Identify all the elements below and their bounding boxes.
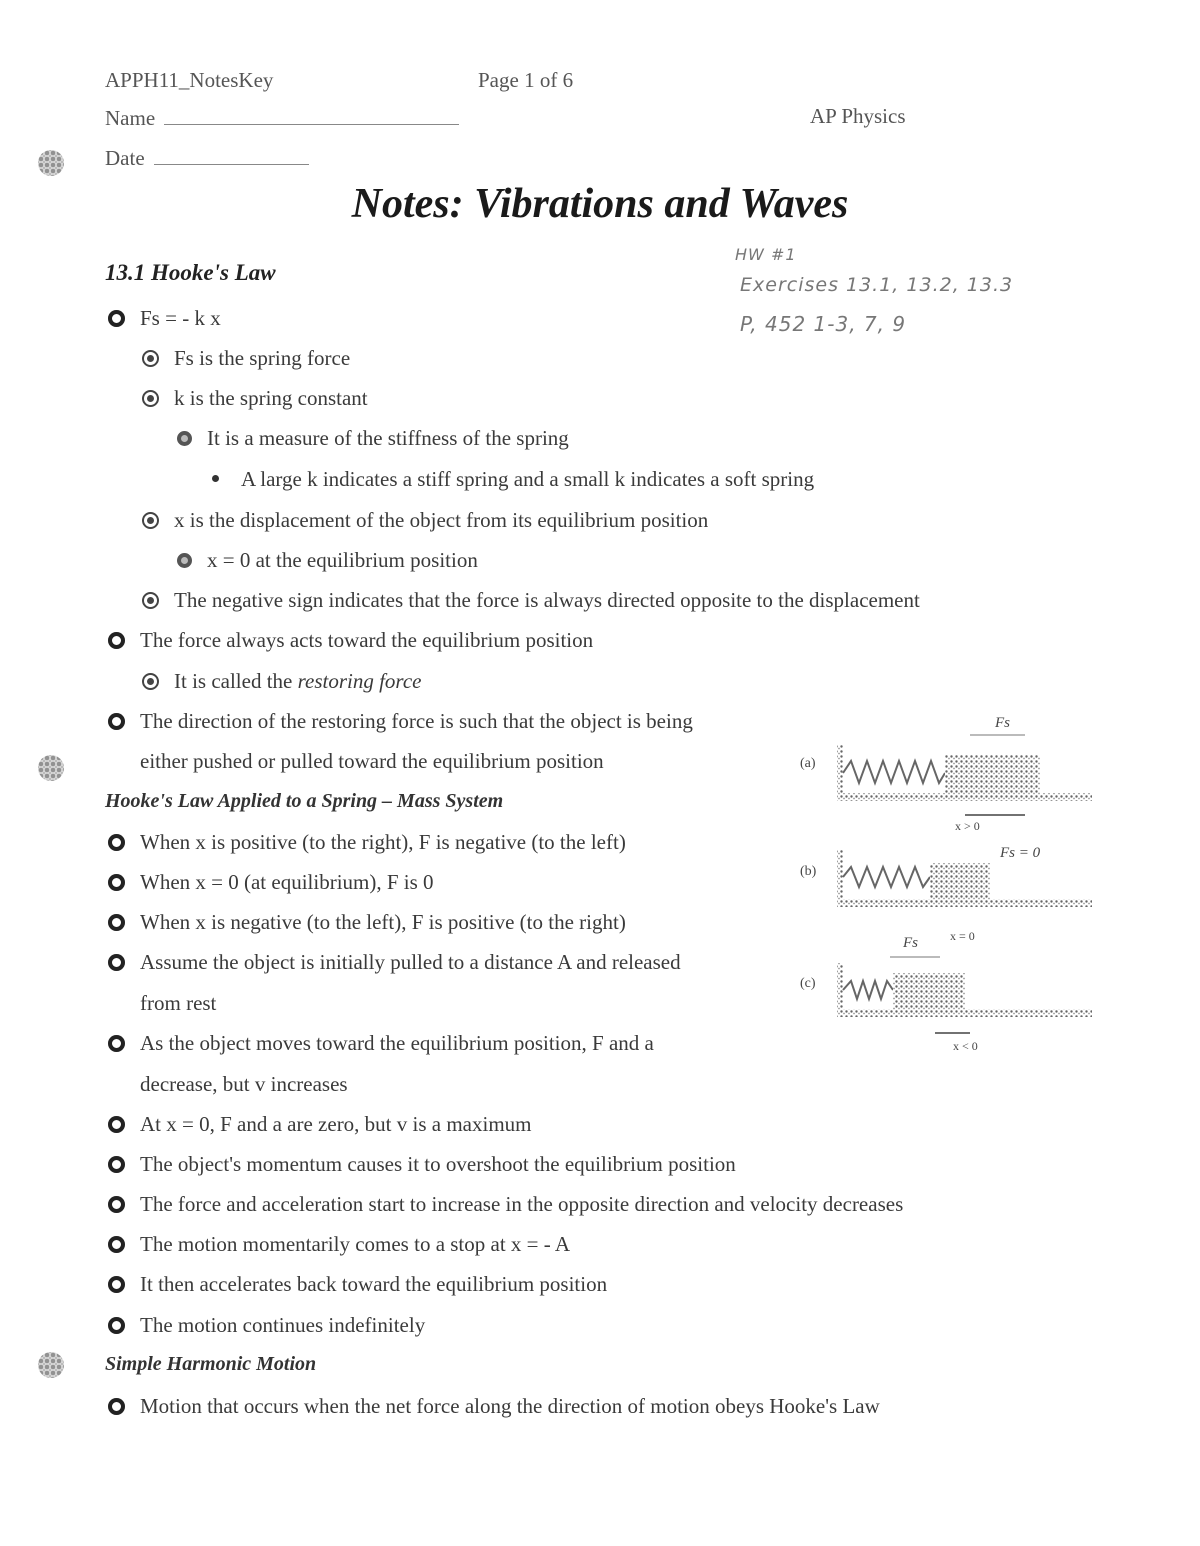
- mass-block-c: [893, 973, 965, 1009]
- list-item-text: The force and acceleration start to increase in the opposite direction and velocity decreases: [140, 1192, 904, 1216]
- doc-id: APPH11_NotesKey: [105, 68, 274, 92]
- list-item: [108, 306, 221, 331]
- panel-b-force-label: Fs = 0: [1000, 845, 1041, 861]
- bullet-icon: [108, 1398, 125, 1415]
- list-item-text: Fs = - k x: [140, 306, 221, 330]
- handwritten-line-2: Exercises 13.1, 13.2, 13.3: [740, 274, 1014, 296]
- list-item: [108, 950, 681, 975]
- bullet-icon: [142, 390, 159, 407]
- panel-c-label: (c): [800, 976, 816, 991]
- panel-c-force-label: Fs: [903, 935, 918, 951]
- page-title: Notes: Vibrations and Waves: [351, 181, 849, 227]
- section-heading-hookes-law: 13.1 Hooke's Law: [105, 260, 276, 285]
- spring-c: [843, 981, 893, 999]
- list-item-text: As the object moves toward the equilibrium position, F and a: [140, 1031, 654, 1055]
- name-blank: [164, 124, 459, 125]
- date-blank: [154, 164, 309, 165]
- spring-a: [843, 761, 945, 783]
- list-item: [108, 1192, 903, 1217]
- list-item: [108, 628, 593, 653]
- list-item-text: Fs is the spring force: [174, 346, 351, 370]
- bullet-icon: [108, 1035, 125, 1052]
- list-item: [108, 870, 434, 895]
- handwritten-line-1: HW #1: [735, 245, 797, 264]
- page-indicator: Page 1 of 6: [478, 68, 574, 92]
- bullet-icon: [177, 553, 192, 568]
- bullet-icon: [108, 954, 125, 971]
- panel-c-x-label: x < 0: [953, 1039, 978, 1053]
- list-item: [108, 709, 693, 734]
- panel-a-force-label: Fs: [995, 715, 1010, 731]
- name-field: [105, 106, 459, 131]
- list-item-text: The object's momentum causes it to overshoot the equilibrium position: [140, 1152, 736, 1176]
- list-item-text: Assume the object is initially pulled to a distance A and released: [140, 950, 681, 974]
- figure-panel-c: [800, 935, 1092, 1053]
- list-item: [108, 910, 626, 935]
- figure-panel-a: [800, 715, 1092, 833]
- list-item: [108, 1313, 425, 1338]
- spring-b: [843, 867, 930, 887]
- figure-panel-b: [800, 845, 1092, 943]
- bullet-icon: [108, 1196, 125, 1213]
- list-item: [108, 1112, 532, 1137]
- bullet-icon: [142, 512, 159, 529]
- bullet-icon: [108, 834, 125, 851]
- punch-hole-mark: [38, 755, 64, 781]
- mass-block-b: [930, 863, 990, 899]
- list-item: [142, 588, 920, 613]
- list-item-text: The motion momentarily comes to a stop at x = - A: [140, 1232, 571, 1256]
- bullet-icon: [108, 874, 125, 891]
- list-item: [108, 1272, 607, 1297]
- wall-a: [837, 745, 843, 795]
- wall-c: [837, 963, 843, 1013]
- list-item: [108, 1152, 736, 1177]
- bullet-icon: [108, 1236, 125, 1253]
- list-item-text: The direction of the restoring force is such that the object is being: [140, 709, 693, 733]
- list-item-text: A large k indicates a stiff spring and a small k indicates a soft spring: [241, 467, 815, 491]
- floor-c: [837, 1009, 1092, 1017]
- list-item-text: When x is negative (to the left), F is positive (to the right): [140, 910, 626, 934]
- floor-b: [837, 899, 1092, 907]
- bullet-icon: [108, 310, 125, 327]
- bullet-icon: [108, 1317, 125, 1334]
- list-item-text: At x = 0, F and a are zero, but v is a maximum: [140, 1112, 532, 1136]
- panel-a-label: (a): [800, 756, 816, 771]
- list-item: [108, 830, 626, 855]
- date-field: [105, 146, 309, 171]
- section-heading-shm: Simple Harmonic Motion: [105, 1353, 317, 1375]
- list-item-text: It is a measure of the stiffness of the spring: [207, 426, 569, 450]
- floor-a: [837, 793, 1092, 801]
- date-label: Date: [105, 146, 145, 170]
- list-item-text: x is the displacement of the object from its equilibrium position: [174, 508, 709, 532]
- bullet-icon: [108, 1276, 125, 1293]
- bullet-icon: [108, 1156, 125, 1173]
- mass-block-a: [945, 755, 1040, 793]
- panel-b-x-label: x = 0: [950, 929, 975, 943]
- punch-hole-mark: [38, 150, 64, 176]
- course-name: AP Physics: [810, 104, 906, 128]
- list-item-continuation: decrease, but v increases: [140, 1072, 348, 1096]
- panel-b-label: (b): [800, 864, 817, 879]
- bullet-icon: [108, 914, 125, 931]
- bullet-icon: [108, 713, 125, 730]
- list-item: [108, 1232, 570, 1257]
- list-item: [177, 426, 569, 451]
- bullet-icon: [177, 431, 192, 446]
- list-item: [142, 346, 350, 371]
- panel-a-x-label: x > 0: [955, 819, 980, 833]
- name-label: Name: [105, 106, 156, 130]
- punch-hole-mark: [38, 1352, 64, 1378]
- list-item-text: It then accelerates back toward the equilibrium position: [140, 1272, 608, 1296]
- list-item: [108, 1031, 654, 1056]
- list-item: [142, 669, 421, 694]
- handwritten-line-3: P, 452 1-3, 7, 9: [740, 312, 907, 336]
- list-item-text: Motion that occurs when the net force along the direction of motion obeys Hooke's Law: [140, 1394, 880, 1418]
- bullet-icon: [108, 1116, 125, 1133]
- spring-mass-figure: [795, 705, 1105, 1065]
- list-item-continuation: from rest: [140, 991, 217, 1015]
- bullet-icon: [142, 592, 159, 609]
- list-item: [142, 386, 368, 411]
- list-item-text: It is called the: [174, 669, 298, 693]
- bullet-icon: [142, 350, 159, 367]
- list-item-text: The motion continues indefinitely: [140, 1313, 426, 1337]
- list-item-text: x = 0 at the equilibrium position: [207, 548, 478, 572]
- wall-b: [837, 850, 843, 900]
- list-item-text: k is the spring constant: [174, 386, 368, 410]
- list-item: [108, 1394, 880, 1419]
- list-item: [142, 508, 708, 533]
- bullet-icon: [142, 673, 159, 690]
- bullet-icon: [212, 475, 219, 482]
- list-item: [212, 467, 814, 492]
- list-item: [177, 548, 478, 573]
- list-item-text: The negative sign indicates that the force is always directed opposite to the displacement: [174, 588, 920, 612]
- list-item-text: When x is positive (to the right), F is negative (to the left): [140, 830, 626, 854]
- list-item-text: The force always acts toward the equilibrium position: [140, 628, 594, 652]
- section-heading-spring-mass: Hooke's Law Applied to a Spring – Mass System: [105, 790, 504, 812]
- list-item-continuation: either pushed or pulled toward the equilibrium position: [140, 749, 604, 773]
- bullet-icon: [108, 632, 125, 649]
- list-item-text: When x = 0 (at equilibrium), F is 0: [140, 870, 434, 894]
- restoring-force-term: restoring force: [297, 669, 422, 693]
